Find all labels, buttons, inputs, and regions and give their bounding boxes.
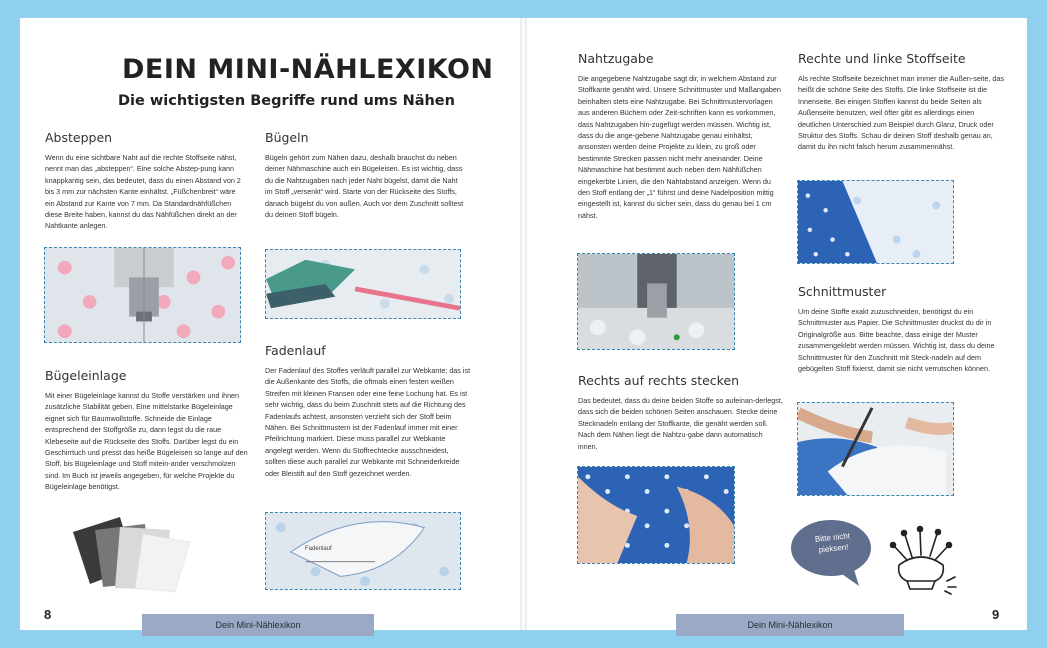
page-number-left: 8 (44, 607, 52, 622)
page-subtitle: Die wichtigsten Begriffe rund ums Nähen (118, 93, 455, 109)
book-spine (520, 18, 527, 630)
footer-right: Dein Mini-Nählexikon (676, 614, 904, 636)
footer-left: Dein Mini-Nählexikon (142, 614, 374, 636)
heading-fadenlauf: Fadenlauf (265, 343, 326, 358)
bubble-line-2: pieksen! (818, 542, 849, 555)
text-rechte-linke: Als rechte Stoffseite bezeichnet man immer die Außen-seite, das heißt die schöne Seite des Stoffs. Die linke Stoffseite ist die Innenseite. Bei einigen Stoffen kannst du beide Seiten als Außenseite benutzen, weil öfter gibt es allerdings einen deutlichen Unterschied zum Beispiel durch Glanz, Druck oder Struktur des Stoffs. Schau dir deinen Stoff deshalb genau an, damit du ihn nicht falsch herum zusammennähst. (798, 74, 1005, 152)
page-title: DEIN MINI-NÄHLEXIKON (122, 54, 494, 85)
heading-rechte-linke: Rechte und linke Stoffseite (798, 51, 966, 66)
page-number-right: 9 (992, 607, 1000, 622)
text-rechts-auf-rechts: Das bedeutet, dass du deine beiden Stoffe so aufeinan-derlegst, dass sich die beiden schönen Seiten anschauen. Stecke deine Stecknadeln entlang der Stoffkante, die genäht werden soll. Nach dem Nähen liegt die Nahtzu-gabe dann automatisch innen. (578, 396, 783, 451)
pattern-photo (265, 512, 461, 590)
pinning-photo (577, 466, 735, 564)
text-fadenlauf: Der Fadenlauf des Stoffes verläuft parallel zur Webkante; das ist die Außenkante des Stoffs, die oftmals einen festen weißen Streifen mit kleinen Fransen oder eine feine Lochung hat. Es ist sehr wichtig, dass du beim Zuschnitt stets auf die Richtung des Fadenlaufs achtest, ansonsten verzieht sich der Stoff beim Nähen. Bei Schnittmustern ist der Fadenlauf immer mit einer Pfeilrichtung markiert. Diese muss parallel zur Webkante angelegt werden. Wenn du Stoffrechtecke ausschneidest, sollten diese auch parallel zur Webkante mit Schneiderkreide oder Bleistift auf den Stoff gezeichnet werden. (265, 366, 471, 478)
text-buegeleinlage: Mit einer Bügeleinlage kannst du Stoffe verstärken und ihnen zusätzliche Stabilität geben. Eine mittelstarke Bügeleinlage eignet sich für Baumwollstoffe. Schneide die Einlage entsprechend der Stoffgröße zu, dann legst du die raue Klebeseite auf die Rückseite des Stoffs. Darüber legst du ein Geschirrtuch und presst das heiße Bügeleisen so lange auf den Stoff, bis Bügeleinlage und Stoff mitein-ander verschmolzen sind. Im Buch ist jeweils angegeben, für welche Projekte du Bügeleinlage benötigst. (45, 391, 248, 492)
sewing-machine-photo (44, 247, 241, 343)
pattern-label: Fadenlauf (305, 546, 332, 552)
heading-schnittmuster: Schnittmuster (798, 284, 887, 299)
heading-buegeln: Bügeln (265, 130, 309, 145)
bubble-line-1: Bitte nicht (814, 531, 851, 544)
text-nahtzugabe: Die angegebene Nahtzugabe sagt dir, in welchem Abstand zur Stoffkante genäht wird. Unsere Schnittmuster und Maßangaben beinhalten stets eine Nahtzugabe. Bei Schnittmustervorlagen aus anderen Büchern oder Zeit-schriften kann es vorkommen, dass Nahtzugaben hin-zugefügt werden müssen. Wichtig ist, dass du die ange-gebene Nahtzugabe genau einhältst, ansonsten werden deine Projekte zu klein, zu groß oder bestimmte Strecken passen nicht mehr aneinander. Deine Nähmaschine hat bestimmt auch neben dem Nähfüßchen eingekerbte Linien, die den Nahtabstand anzeigen. Wenn du den Stoff entlang der „1“ führst und deine Nadelposition mittig eingestellt ist, kannst du sicher sein, dass du genau bei 1 cm nähst. (578, 74, 781, 220)
heading-buegeleinlage: Bügeleinlage (45, 368, 127, 383)
iron-photo (265, 249, 461, 319)
interfacing-photo (65, 512, 195, 594)
cutting-photo (797, 402, 954, 496)
heading-rechts-auf-rechts: Rechts auf rechts stecken (578, 373, 740, 388)
text-absteppen: Wenn du eine sichtbare Naht auf die rechte Stoffseite nähst, nennt man das „absteppen“. Eine solche Abstep-pung kann knappkantig sein, das bedeutet, dass du einen Abstand von 2 bis 3 mm zur nächsten Kante einhältst. „Füßchenbreit“ wäre ein Abstand zur Kante von 7 mm. Da Standardnähfüßchen diese Breite haben, kannst du das Nähfüßchen direkt an der Nahtkante anlegen. (45, 153, 241, 231)
heading-nahtzugabe: Nahtzugabe (578, 51, 654, 66)
pincushion-icon (885, 525, 960, 595)
needle-plate-photo (577, 253, 735, 350)
text-buegeln: Bügeln gehört zum Nähen dazu, deshalb brauchst du neben deiner Nähmaschine auch ein Bügeleisen. Es ist wichtig, dass du die Nahtzugaben nach jeder Naht bügelst, damit die Naht im Stoff „versenkt“ wird. Starte von der Rückseite des Stoffs, danach bügelst du von außen. Auch vor dem Zuschnitt solltest du deinen Stoff bügeln. (265, 153, 464, 220)
heading-absteppen: Absteppen (45, 130, 113, 145)
text-schnittmuster: Um deine Stoffe exakt zuzuschneiden, benötigst du ein Schnittmuster aus Papier. Die Schnittmuster druckst du dir in Originalgröße aus. Bitte beachte, dass einige der Muster zusammengeklebt werden müssen. Wichtig ist, dass du deine Schnittmuster für den Zuschnitt mit Steck-nadeln auf dem gebügelten Stoff fixierst, damit sie nicht verrutschen können. (798, 307, 995, 374)
fabric-sides-photo (797, 180, 954, 264)
